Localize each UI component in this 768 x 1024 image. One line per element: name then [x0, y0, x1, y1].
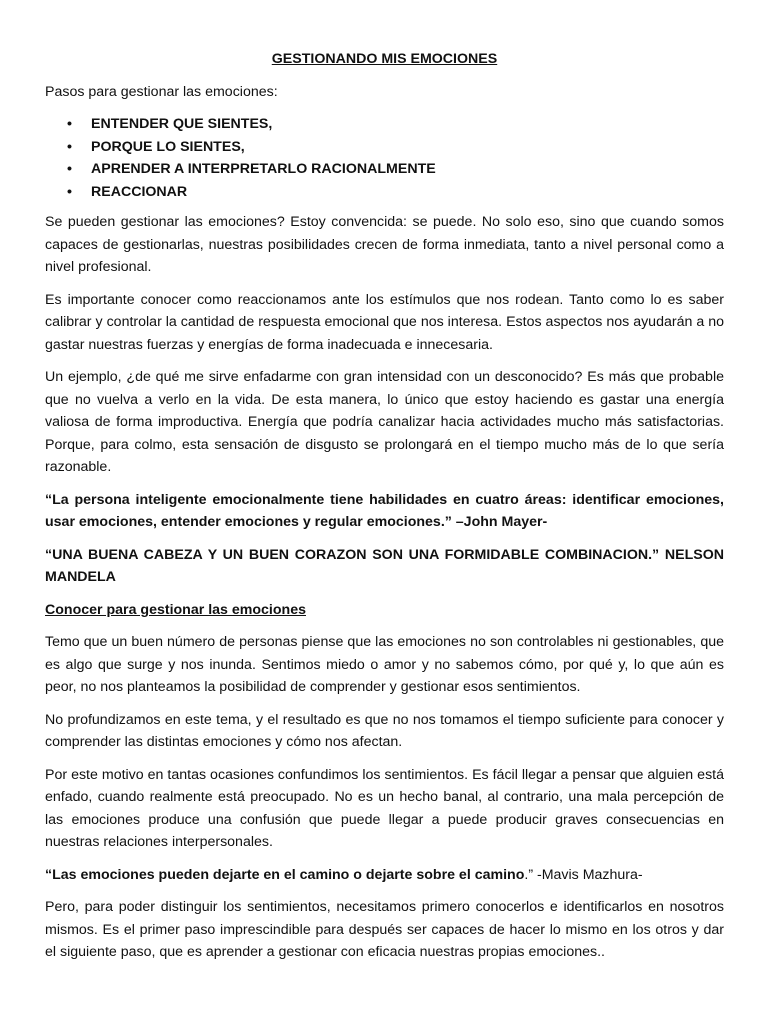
paragraph: Se pueden gestionar las emociones? Estoy convencida: se puede. No solo eso, sino que cuando somos capaces de gestionarlas, nuestras posibilidades crecen de forma inmediata, tanto a nivel personal como a nivel profesional.: [45, 214, 724, 276]
list-item: [67, 136, 724, 159]
list-item: [67, 181, 724, 204]
paragraph: Un ejemplo, ¿de qué me sirve enfadarme con gran intensidad con un desconocido? Es más que probable que no vuelva a verlo en la vida. De esta manera, lo único que estoy haciendo es gastar una energía valiosa de forma improductiva. Energía que podría canalizar hacia actividades mucho más satisfactorias. Porque, para colmo, esta sensación de disgusto se prolongará en el tiempo mucho más de lo que sería razonable.: [45, 369, 724, 476]
paragraph: Por este motivo en tantas ocasiones confundimos los sentimientos. Es fácil llegar a pensar que alguien está enfado, cuando realmente está preocupado. No es un hecho banal, al contrario, una mala percepción de las emociones produce una confusión que puede llegar a puede producir graves consecuencias en nuestras relaciones interpersonales.: [45, 766, 724, 851]
intro-text: Pasos para gestionar las emociones:: [45, 83, 278, 100]
closing-paragraph: Pero, para poder distinguir los sentimientos, necesitamos primero conocerlos e identificarlos en nosotros mismos. Es el primer paso imprescindible para después ser capaces de hacer lo mismo en los otros y dar el siguiente paso, que es aprender a gestionar con eficacia nuestras propias emociones..: [45, 899, 724, 961]
quote-john-mayer: “La persona inteligente emocionalmente tiene habilidades en cuatro áreas: identificar emociones, usar emociones, entender emociones y regular emociones.” –John Mayer-: [45, 491, 724, 531]
step-label: APRENDER A INTERPRETARLO RACIONALMENTE: [91, 161, 436, 178]
step-label: REACCIONAR: [91, 183, 188, 200]
bullet-icon: •: [67, 138, 72, 155]
quote-attribution: .” -Mavis Mazhura-: [524, 866, 643, 883]
step-label: PORQUE LO SIENTES,: [91, 138, 245, 155]
paragraph: Temo que un buen número de personas piense que las emociones no son controlables ni gestionables, que es algo que surge y nos inunda. Sentimos miedo o amor y no sabemos cómo, por qué y, lo que aún es peor, no nos planteamos la posibilidad de comprender y gestionar esos sentimientos.: [45, 634, 724, 696]
bullet-icon: •: [67, 116, 72, 132]
quote-text: “Las emociones pueden dejarte en el camino o dejarte sobre el camino: [45, 866, 525, 883]
paragraph: Es importante conocer como reaccionamos ante los estímulos que nos rodean. Tanto como lo es saber calibrar y controlar la cantidad de respuesta emocional que nos interesa. Estos aspectos nos ayudarán a no gastar nuestras fuerzas y energías de forma inadecuada e innecesaria.: [45, 291, 724, 353]
bullet-icon: •: [67, 183, 72, 200]
step-label: ENTENDER QUE SIENTES,: [91, 116, 273, 132]
paragraph: No profundizamos en este tema, y el resultado es que no nos tomamos el tiempo suficiente para conocer y comprender las distintas emociones y cómo nos afectan.: [45, 711, 724, 751]
steps-list: [45, 113, 724, 203]
document-title: GESTIONANDO MIS EMOCIONES: [271, 51, 498, 67]
list-item: [67, 158, 724, 181]
bullet-icon: •: [67, 161, 72, 178]
list-item: [67, 113, 724, 136]
section-heading: Conocer para gestionar las emociones: [45, 601, 306, 618]
quote-nelson-mandela: “UNA BUENA CABEZA Y UN BUEN CORAZON SON UNA FORMIDABLE COMBINACION.” NELSON MANDELA: [45, 546, 724, 586]
quote-mavis-mazhura: [45, 864, 724, 887]
